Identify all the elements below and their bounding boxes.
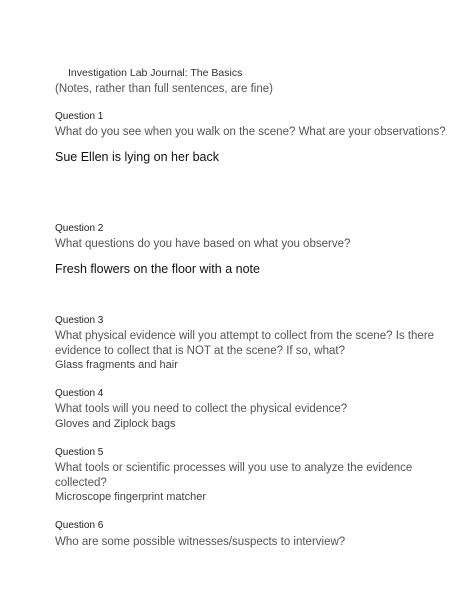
- question-3-text-line-1: What physical evidence will you attempt to collect from the scene? Is there: [55, 330, 435, 342]
- question-1-label: Question 1: [55, 111, 104, 122]
- question-2-answer: Fresh flowers on the floor with a note: [55, 262, 260, 276]
- question-5-text-line-2: collected?: [55, 477, 107, 489]
- journal-title: Investigation Lab Journal: The Basics: [68, 67, 243, 79]
- journal-subtitle: (Notes, rather than full sentences, are fine): [55, 83, 273, 95]
- question-4-answer: Gloves and Ziplock bags: [55, 418, 176, 430]
- question-3-text-line-2: evidence to collect that is NOT at the scene? If so, what?: [55, 345, 345, 357]
- question-2-label: Question 2: [55, 223, 104, 234]
- question-4-text: What tools will you need to collect the physical evidence?: [55, 403, 348, 415]
- question-6-label: Question 6: [55, 520, 104, 531]
- question-1-text: What do you see when you walk on the scene? What are your observations?: [55, 126, 446, 138]
- question-5-answer: Microscope fingerprint matcher: [55, 491, 207, 503]
- question-4-label: Question 4: [55, 388, 104, 399]
- question-5-text-line-1: What tools or scientific processes will you use to analyze the evidence: [55, 462, 413, 474]
- question-3-label: Question 3: [55, 315, 104, 326]
- question-6-text: Who are some possible witnesses/suspects to interview?: [55, 536, 346, 548]
- question-3-answer: Glass fragments and hair: [55, 359, 178, 371]
- question-1-answer: Sue Ellen is lying on her back: [55, 150, 219, 164]
- question-5-label: Question 5: [55, 447, 104, 458]
- question-2-text: What questions do you have based on what you observe?: [55, 238, 351, 250]
